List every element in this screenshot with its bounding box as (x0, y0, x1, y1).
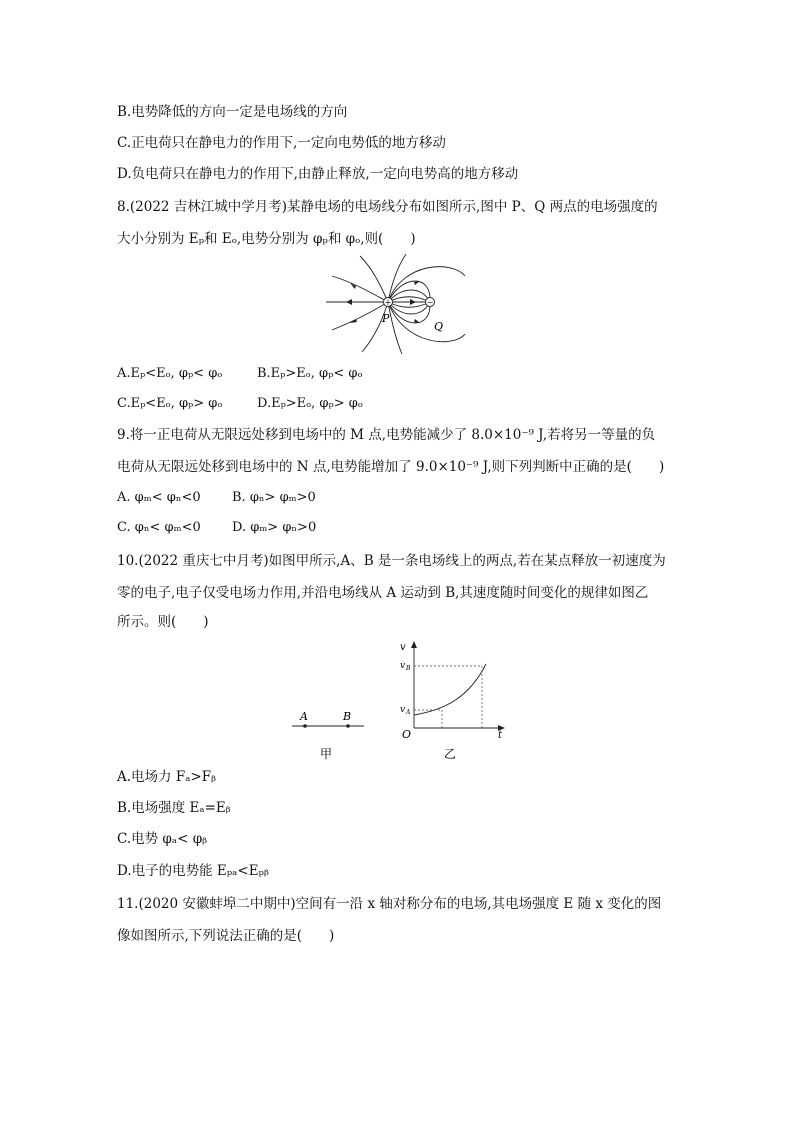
q10-vt-graph (394, 638, 510, 768)
q10-stem-line3: 所示。则( ) (117, 614, 209, 630)
q9-option-b: B. φₙ> φₘ>0 (232, 490, 316, 505)
q8-option-c: C.Eₚ<Eₒ, φₚ> φₒ (117, 396, 223, 411)
figure-caption-yi: 乙 (443, 747, 457, 761)
figure-caption-jia: 甲 (319, 747, 333, 761)
q9-option-c: C. φₙ< φₘ<0 (117, 520, 201, 535)
q10-option-c: C.电势 φₐ< φᵦ (117, 831, 208, 847)
point-b-label: B (343, 710, 352, 723)
va-subscript: A (406, 709, 411, 716)
q10-stem-line2: 零的电子,电子仅受电场力作用,并沿电场线从 A 运动到 B,其速度随时间变化的规律如图乙 (117, 585, 649, 601)
q8-stem-line2: 大小分别为 Eₚ和 Eₒ,电势分别为 φₚ和 φₒ,则( ) (117, 231, 416, 247)
vb-subscript: B (406, 665, 411, 672)
va-label: v (400, 705, 406, 715)
q8-option-a: A.Eₚ<Eₒ, φₚ< φₒ (117, 366, 223, 381)
q10-figure-left (286, 706, 370, 766)
q7-option-d: D.负电荷只在静电力的作用下,由静止释放,一定向电势高的地方移动 (117, 166, 519, 182)
axis-v-label: v (400, 642, 406, 653)
q10-option-a: A.电场力 Fₐ>Fᵦ (117, 769, 216, 785)
axis-t-label: t (498, 730, 503, 741)
q8-option-b: B.Eₚ>Eₒ, φₚ< φₒ (257, 366, 363, 381)
q8-field-line-figure (322, 252, 472, 356)
q11-stem-line2: 像如图所示,下列说法正确的是( ) (117, 928, 335, 944)
origin-label: O (402, 728, 412, 741)
positive-charge-symbol: + (384, 298, 392, 307)
q7-option-b: B.电势降低的方向一定是电场线的方向 (117, 104, 348, 120)
q9-stem-line1: 9.将一正电荷从无限远处移到电场中的 M 点,电势能减少了 8.0×10⁻⁹ J,若将另一等量的负 (117, 427, 656, 443)
q10-option-b: B.电场强度 Eₐ=Eᵦ (117, 800, 231, 816)
q11-stem-line1: 11.(2020 安徽蚌埠二中期中)空间有一沿 x 轴对称分布的电场,其电场强度 E 随 x 变化的图 (117, 896, 662, 912)
point-p-label: P (382, 312, 390, 325)
q10-option-d: D.电子的电势能 Eₚₐ<Eₚᵦ (117, 863, 269, 879)
point-a-label: A (300, 710, 308, 723)
q9-option-a: A. φₘ< φₙ<0 (117, 490, 201, 505)
q8-option-d: D.Eₚ>Eₒ, φₚ> φₒ (257, 396, 363, 411)
q9-stem-line2: 电荷从无限远处移到电场中的 N 点,电势能增加了 9.0×10⁻⁹ J,则下列判断中正确的是( ) (117, 459, 665, 475)
negative-charge-symbol: − (426, 298, 434, 307)
q7-option-c: C.正电荷只在静电力的作用下,一定向电势低的地方移动 (117, 135, 446, 151)
q8-stem-line1: 8.(2022 吉林江城中学月考)某静电场的电场线分布如图所示,图中 P、Q 两点的电场强度的 (117, 199, 658, 215)
q9-option-d: D. φₘ> φₙ>0 (232, 520, 317, 535)
vb-label: v (400, 661, 406, 671)
q10-stem-line1: 10.(2022 重庆七中月考)如图甲所示,A、B 是一条电场线上的两点,若在某点释放一初速度为 (117, 553, 666, 569)
point-q-label: Q (434, 320, 444, 333)
